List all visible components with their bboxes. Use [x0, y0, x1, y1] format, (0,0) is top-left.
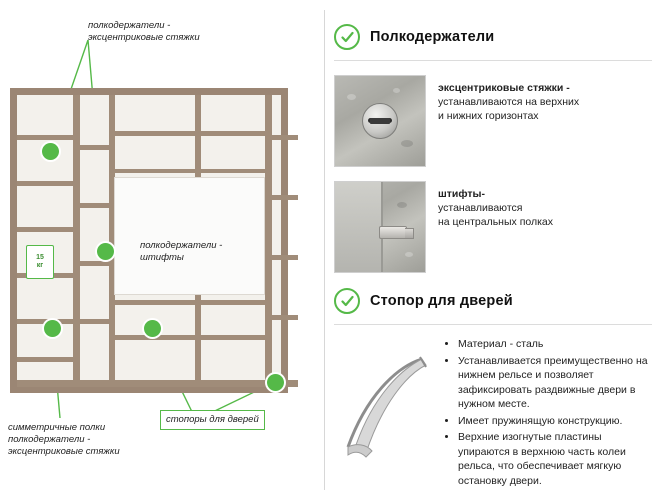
cam-lock-icon: [362, 103, 398, 139]
callout-top-line2: эксцентриковые стяжки: [88, 32, 200, 43]
shelf: [270, 195, 298, 200]
cam-lock-caption: [438, 75, 579, 123]
door-stopper-content: [334, 337, 652, 490]
cam-lock-title: эксцентриковые стяжки -: [438, 82, 570, 94]
callout-middle-line2: штифты: [140, 252, 184, 263]
shelf: [270, 135, 298, 140]
section-door-stopper: [334, 288, 652, 490]
shelf: [17, 357, 74, 362]
callout-middle-line1: полкодержатели -: [140, 240, 223, 251]
section-shelf-supports: [334, 24, 652, 273]
load-capacity-unit: кг: [36, 262, 44, 269]
shelf: [200, 300, 266, 305]
door-stopper-bullet-list: [442, 337, 652, 490]
cam-lock-photo: [334, 75, 426, 167]
shelf: [200, 131, 266, 136]
shelf: [200, 335, 266, 340]
section2-title: Стопор для дверей: [370, 293, 513, 309]
callout-top-line1: полкодержатели -: [88, 20, 171, 31]
right-info-panel: [334, 0, 652, 500]
callout-top: [88, 20, 200, 44]
section1-title: Полкодержатели: [370, 29, 495, 45]
item-cam-lock: [334, 75, 652, 167]
hotspot-marker[interactable]: [44, 320, 61, 337]
shelf: [79, 261, 110, 266]
section1-rule: [334, 60, 652, 61]
callout-middle: [140, 240, 222, 264]
door-stopper-icon: [336, 351, 428, 461]
shelf-pin-line1: устанавливаются: [438, 202, 523, 214]
bottom-plinth: [17, 380, 298, 387]
hotspot-marker[interactable]: [97, 243, 114, 260]
bullet-item: • Верхние изогнутые пластины упираются в верхнюю часть колеи рельса, что обеспечивает мягкую остановку двери.: [458, 430, 652, 488]
shelf: [270, 255, 298, 260]
callout-bottom-left: [8, 422, 120, 458]
shelf: [270, 315, 298, 320]
shelf-pin-photo: [334, 181, 426, 273]
left-diagram-panel: [0, 0, 324, 500]
center-panel: [114, 177, 265, 295]
cam-lock-line2: и нижних горизонтах: [438, 110, 539, 122]
hanging-rail: [114, 169, 265, 173]
callout-bottom-left-line3: эксцентриковые стяжки: [8, 446, 120, 457]
section2-rule: [334, 324, 652, 325]
shelf-pin-caption: [438, 181, 553, 229]
section2-header: [334, 288, 652, 314]
callout-bottom-left-line1: симметричные полки: [8, 422, 106, 433]
hotspot-marker[interactable]: [267, 374, 284, 391]
check-icon: [334, 24, 360, 50]
load-capacity-badge: [26, 245, 54, 279]
check-icon: [334, 288, 360, 314]
load-capacity-value: 15: [36, 254, 44, 261]
shelf: [79, 203, 110, 208]
vertical-divider: [324, 10, 325, 490]
shelf: [17, 227, 74, 232]
shelf-pin-line2: на центральных полках: [438, 216, 554, 228]
section1-header: [334, 24, 652, 50]
bullet-item: • Материал - сталь: [458, 337, 652, 352]
shelf: [114, 300, 196, 305]
shelf-pin-icon: [379, 226, 407, 239]
bullet-item: • Имеет пружинящую конструкцию.: [458, 414, 652, 429]
callout-bottom-left-line2: полкодержатели -: [8, 434, 91, 445]
shelf: [17, 135, 74, 140]
hotspot-marker[interactable]: [42, 143, 59, 160]
cam-lock-line1: устанавливаются на верхних: [438, 96, 580, 108]
shelf: [79, 145, 110, 150]
shelf: [17, 181, 74, 186]
item-shelf-pin: [334, 181, 652, 273]
door-stopper-illustration: [334, 337, 430, 461]
bullet-item: • Устанавливается преимущественно на нижнем рельсе и позволяет зафиксировать раздвижные двери в нужном месте.: [458, 354, 652, 412]
shelf-pin-title: штифты-: [438, 188, 486, 200]
callout-door-stoppers: стопоры для дверей: [160, 410, 265, 430]
shelf: [79, 319, 110, 324]
shelf: [114, 131, 196, 136]
hotspot-marker[interactable]: [144, 320, 161, 337]
vertical-post-left: [73, 95, 80, 386]
